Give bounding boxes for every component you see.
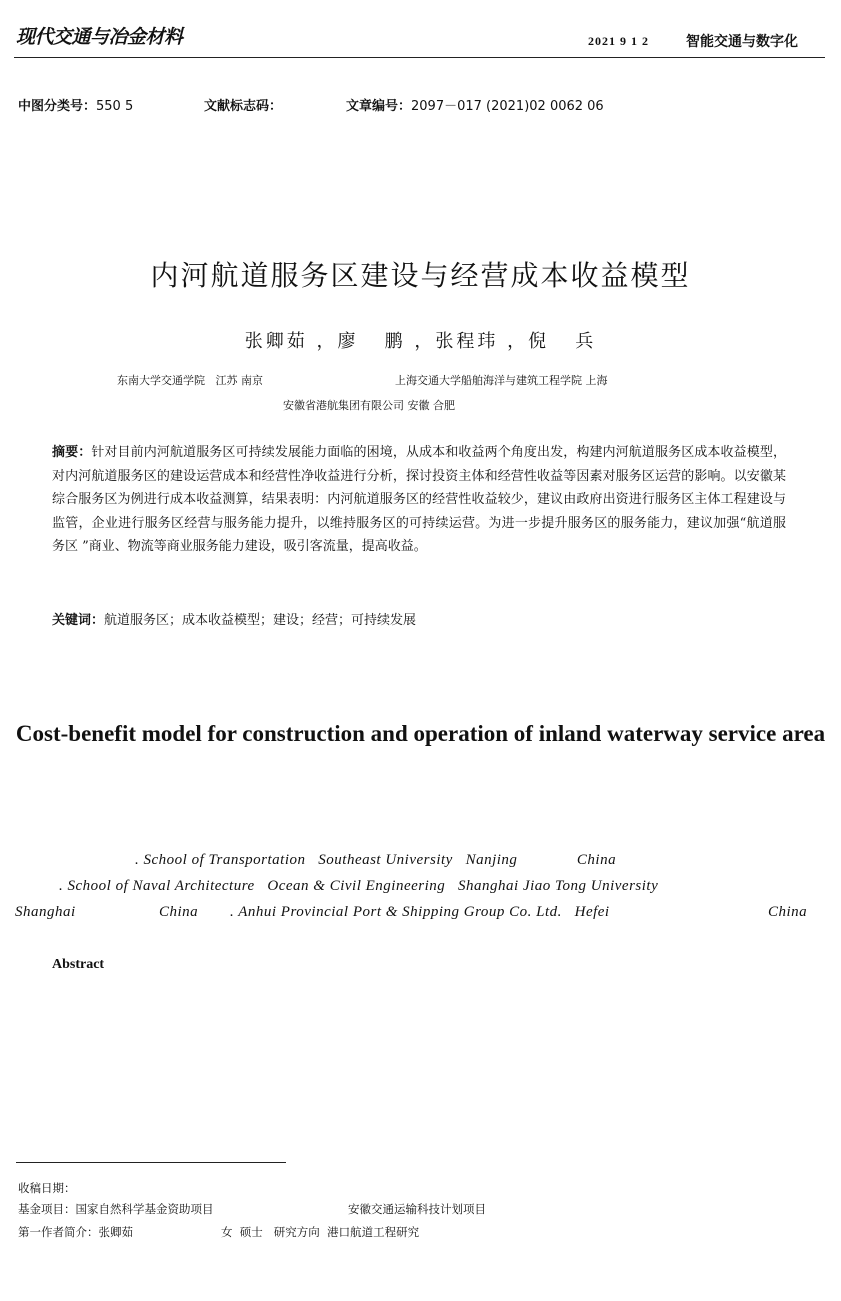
abstract-block (52, 441, 786, 559)
english-affiliation-country-2: China (768, 904, 808, 920)
received-date: 收稿日期： (18, 1181, 76, 1195)
article-no-label: 文章编号： (346, 99, 412, 114)
clc-value: 550 5 (96, 99, 134, 114)
article-no-value: 2097－017 (2021)02 0062 06 (411, 99, 604, 114)
english-affiliation-city: Shanghai (15, 904, 76, 920)
first-author-details: 女 硕士 研究方向 港口航道工程研究 (221, 1225, 420, 1239)
fund-info: 基金项目：国家自然科学基金资助项目 (18, 1202, 214, 1216)
abstract-label: 摘要： (52, 445, 92, 460)
english-title: Cost-benefit model for construction and operation of inland waterway service area (15, 721, 826, 746)
english-affiliation-country: China (159, 904, 199, 920)
affiliation-2: 上海交通大学船舶海洋与建筑工程学院 上海 (395, 374, 608, 387)
affiliation-1: 东南大学交通学院 江苏 南京 (117, 374, 263, 387)
keywords-block (52, 609, 416, 628)
paper-title: 内河航道服务区建设与经营成本收益模型 (150, 259, 691, 292)
english-affiliation-1: . School of Transportation Southeast University Nanjing China (135, 852, 617, 868)
keywords-text: 航道服务区；成本收益模型；建设；经营；可持续发展 (104, 613, 417, 628)
abstract-text: 针对目前内河航道服务区可持续发展能力面临的困境，从成本和收益两个角度出发，构建内河航道服务区成本收益模型，对内河航道服务区的建设运营成本和经营性净收益进行分析，探讨投资主体和经营性收益等因素对服务区运营的影响。以安徽某综合服务区为例进行成本收益测算，结果表明：内河航道服务区的经营性收益较少，建议由政府出资进行服务区主体工程建设与监管，企业进行服务区经营与服务能力提升，以维持服务区的可持续运营。为进一步提升服务区的服务能力，建议加强“航道服务区 ”商业、物流等商业服务能力建设，吸引客流量，提高收益。 (52, 445, 786, 554)
issue-info: 2021 9 1 2 (588, 34, 649, 48)
first-author: 第一作者简介：张卿茹 (18, 1225, 133, 1239)
journal-logo: 现代交通与冶金材料 (16, 26, 183, 48)
clc-label: 中图分类号： (18, 99, 97, 114)
english-affiliation-2: . School of Naval Architecture Ocean & Civil Engineering Shanghai Jiao Tong University (59, 878, 659, 894)
author-list: 张卿茹 ，廖 鹏 ，张程玮 ，倪 兵 (244, 331, 597, 352)
clc-field (18, 95, 133, 114)
keywords-label: 关键词： (52, 613, 105, 628)
fund-info-2: 安徽交通运输科技计划项目 (348, 1202, 486, 1216)
doc-code-field (204, 95, 282, 114)
doc-code-label: 文献标志码： (204, 99, 283, 114)
section-title: 智能交通与数字化 (686, 34, 798, 50)
footnote-rule (16, 1162, 286, 1163)
header-rule (14, 57, 825, 58)
affiliation-3: 安徽省港航集团有限公司 安徽 合肥 (283, 399, 455, 412)
english-abstract-label: Abstract (52, 957, 105, 972)
english-affiliation-3: . Anhui Provincial Port & Shipping Group Co. Ltd. Hefei (230, 904, 610, 920)
article-no-field (346, 95, 604, 114)
